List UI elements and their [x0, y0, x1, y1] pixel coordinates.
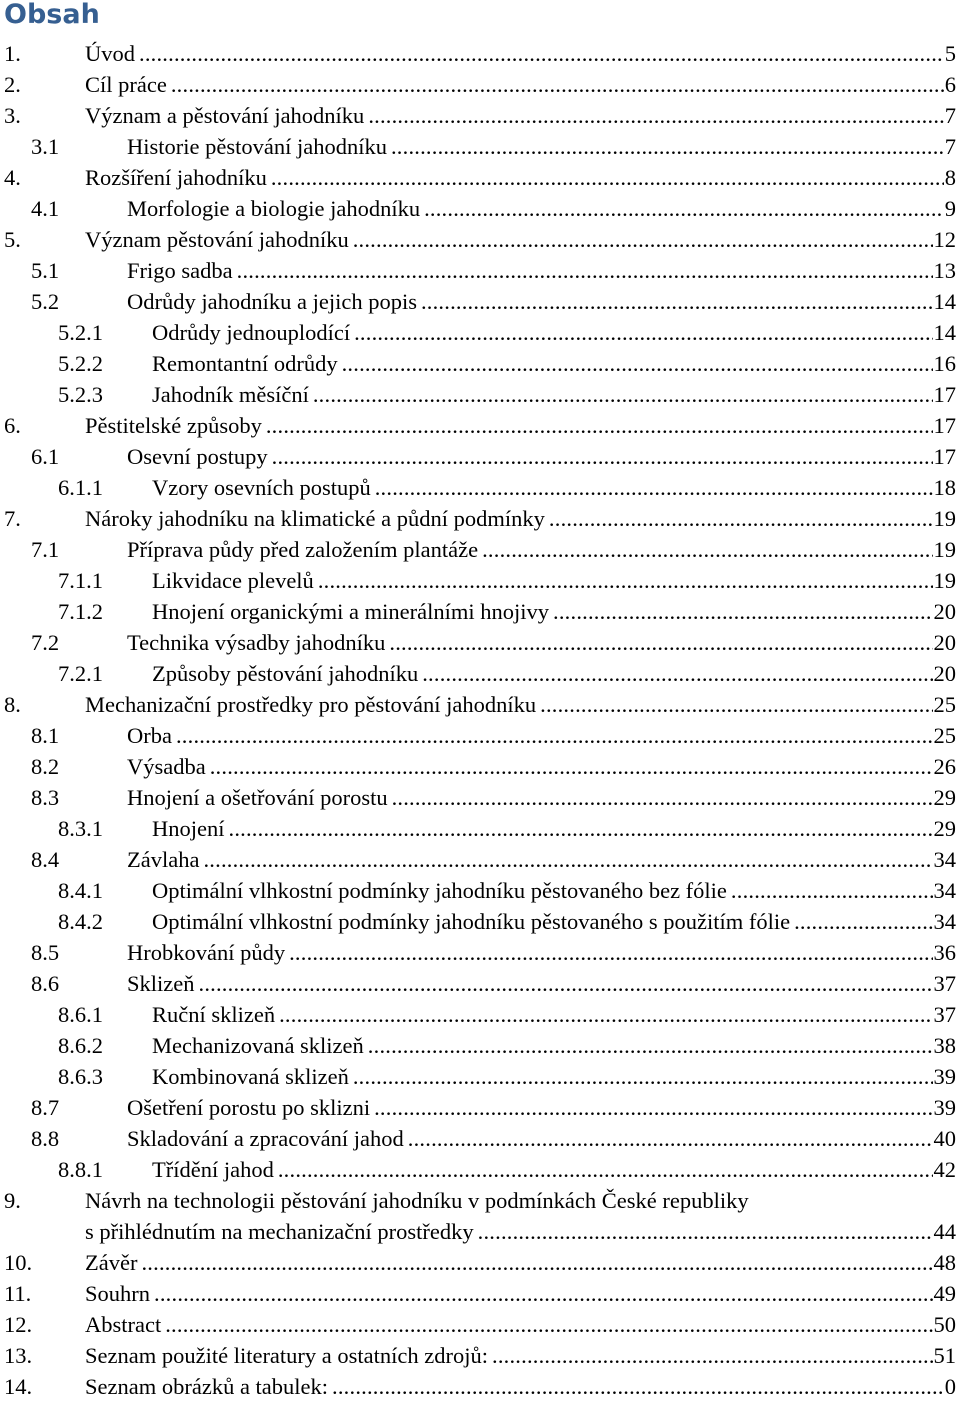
toc-entry[interactable]	[0, 410, 960, 441]
toc-entry-label: Pěstitelské způsoby	[85, 413, 262, 438]
toc-entry-page-number: 7	[944, 103, 956, 128]
toc-entry-number: 7.1.1	[58, 568, 103, 593]
toc-entry-number: 5.2	[31, 289, 60, 314]
toc-entry-label: Hnojení	[152, 816, 225, 841]
toc-dot-leader	[229, 813, 933, 844]
toc-dot-leader	[492, 1340, 933, 1371]
toc-dot-leader	[549, 503, 933, 534]
toc-entry-page-number: 34	[933, 909, 956, 934]
toc-entry[interactable]	[0, 348, 960, 379]
toc-entry-label: Závlaha	[127, 847, 200, 872]
toc-entry[interactable]	[0, 844, 960, 875]
toc-entry-label: Hnojení a ošetřování porostu	[127, 785, 388, 810]
toc-entry-number: 5.2.1	[58, 320, 103, 345]
toc-dot-leader	[731, 875, 933, 906]
toc-entry-page-number: 13	[933, 258, 956, 283]
toc-dot-leader	[540, 689, 932, 720]
toc-entry-number: 4.1	[31, 196, 60, 221]
toc-entry-number: 14.	[4, 1374, 33, 1399]
toc-entry[interactable]	[0, 100, 960, 131]
toc-entry[interactable]	[0, 1340, 960, 1371]
toc-entry-number: 8.6.3	[58, 1064, 103, 1089]
toc-entry[interactable]	[0, 813, 960, 844]
toc-dot-leader	[368, 100, 943, 131]
toc-entry-number: 6.	[4, 413, 21, 438]
toc-entry[interactable]	[0, 1061, 960, 1092]
toc-entry-page-number: 14	[933, 289, 956, 314]
toc-entry-label: Technika výsadby jahodníku	[127, 630, 386, 655]
toc-entry-page-number: 17	[933, 413, 956, 438]
toc-entry[interactable]	[0, 1092, 960, 1123]
toc-entry-page-number: 18	[933, 475, 956, 500]
toc-entry-page-number: 17	[933, 382, 956, 407]
toc-entry-label: Cíl práce	[85, 72, 167, 97]
toc-entry[interactable]	[0, 317, 960, 348]
toc-entry-label-continuation: s přihlédnutím na mechanizační prostředky	[85, 1219, 474, 1244]
toc-entry-label: Vzory osevních postupů	[152, 475, 371, 500]
toc-dot-leader	[154, 1278, 932, 1309]
toc-entry-label: Hnojení organickými a minerálními hnojivy	[152, 599, 550, 624]
toc-dot-leader	[203, 844, 932, 875]
toc-entry[interactable]	[0, 503, 960, 534]
toc-entry-page-number: 39	[933, 1095, 956, 1120]
toc-entry-label: Sklizeň	[127, 971, 195, 996]
toc-entry-page-number: 19	[933, 506, 956, 531]
toc-dot-leader	[353, 1061, 933, 1092]
toc-entry-label: Příprava půdy před založením plantáže	[127, 537, 479, 562]
toc-entry-page-number: 20	[933, 630, 956, 655]
toc-entry-page-number: 8	[944, 165, 956, 190]
toc-entry-page-number: 19	[933, 537, 956, 562]
toc-entry[interactable]	[0, 1154, 960, 1185]
toc-entry-page-number: 42	[933, 1157, 956, 1182]
toc-entry-number: 8.8.1	[58, 1157, 103, 1182]
toc-entry-number: 10.	[4, 1250, 33, 1275]
toc-entry-page-number: 49	[933, 1281, 956, 1306]
toc-entry-page-number: 17	[933, 444, 956, 469]
toc-entry-page-number: 39	[933, 1064, 956, 1089]
toc-entry-page-number: 12	[933, 227, 956, 252]
toc-dot-leader	[342, 348, 933, 379]
toc-entry-label: Historie pěstování jahodníku	[127, 134, 387, 159]
toc-entry-label: Způsoby pěstování jahodníku	[152, 661, 419, 686]
toc-entry-number: 8.6.1	[58, 1002, 103, 1027]
toc-entry-label: Závěr	[85, 1250, 138, 1275]
toc-entry-number: 7.2.1	[58, 661, 103, 686]
toc-entry-number: 2.	[4, 72, 21, 97]
toc-dot-leader	[318, 565, 933, 596]
toc-entry-number: 4.	[4, 165, 21, 190]
toc-entry-label: Výsadba	[127, 754, 206, 779]
toc-entry-number: 5.2.2	[58, 351, 103, 376]
toc-entry-number: 7.1	[31, 537, 60, 562]
toc-dot-leader	[391, 131, 944, 162]
toc-entry-label: Úvod	[85, 41, 135, 66]
toc-entry[interactable]	[0, 658, 960, 689]
toc-entry-page-number: 14	[933, 320, 956, 345]
toc-entry-number: 6.1.1	[58, 475, 103, 500]
toc-entry-page-number: 36	[933, 940, 956, 965]
toc-dot-leader	[313, 379, 933, 410]
toc-entry-page-number: 50	[933, 1312, 956, 1337]
toc-entry-label: Třídění jahod	[152, 1157, 274, 1182]
toc-entry[interactable]	[0, 1371, 960, 1402]
toc-entry-label: Orba	[127, 723, 172, 748]
toc-entry[interactable]	[0, 999, 960, 1030]
toc-entry-number: 8.5	[31, 940, 60, 965]
toc-entry-number: 6.1	[31, 444, 60, 469]
toc-entry-label: Skladování a zpracování jahod	[127, 1126, 404, 1151]
toc-dot-leader	[278, 1154, 933, 1185]
toc-entry-label: Význam pěstování jahodníku	[85, 227, 349, 252]
toc-entry-page-number: 29	[933, 816, 956, 841]
toc-entry-page-number: 25	[933, 723, 956, 748]
toc-entry-number: 11.	[4, 1281, 32, 1306]
toc-dot-leader	[368, 1030, 933, 1061]
toc-entry[interactable]	[0, 441, 960, 472]
toc-entry-label: Odrůdy jahodníku a jejich popis	[127, 289, 417, 314]
toc-entry-number: 3.1	[31, 134, 60, 159]
toc-dot-leader	[165, 1309, 932, 1340]
toc-dot-leader	[389, 627, 932, 658]
toc-entry[interactable]	[0, 286, 960, 317]
toc-entry[interactable]	[0, 782, 960, 813]
toc-entry-number: 8.	[4, 692, 21, 717]
toc-entry-label: Kombinovaná sklizeň	[152, 1064, 349, 1089]
toc-entry-label: Rozšíření jahodníku	[85, 165, 267, 190]
toc-entry-number: 8.6	[31, 971, 60, 996]
toc-entry-number: 7.2	[31, 630, 60, 655]
toc-entry[interactable]	[0, 968, 960, 999]
toc-dot-leader	[141, 1247, 932, 1278]
toc-entry-label: Frigo sadba	[127, 258, 233, 283]
toc-entry-number: 9.	[4, 1188, 21, 1213]
toc-entry-number: 5.1	[31, 258, 60, 283]
toc-title: Obsah	[4, 0, 100, 30]
toc-entry-page-number: 20	[933, 599, 956, 624]
toc-entry-page-number: 7	[944, 134, 956, 159]
toc-entry[interactable]	[0, 565, 960, 596]
toc-entry[interactable]	[0, 596, 960, 627]
toc-dot-leader	[375, 472, 933, 503]
toc-dot-leader	[422, 658, 932, 689]
toc-dot-leader	[171, 69, 944, 100]
toc-entry[interactable]	[0, 1247, 960, 1278]
toc-entry-number: 8.6.2	[58, 1033, 103, 1058]
toc-entry-page-number: 19	[933, 568, 956, 593]
toc-entry-page-number: 9	[944, 196, 956, 221]
table-of-contents	[0, 38, 960, 1402]
toc-dot-leader	[289, 937, 932, 968]
toc-entry-page-number: 29	[933, 785, 956, 810]
toc-entry-page-number: 38	[933, 1033, 956, 1058]
toc-entry-label: Mechanizační prostředky pro pěstování jahodníku	[85, 692, 537, 717]
toc-dot-leader	[424, 193, 944, 224]
toc-entry-page-number: 44	[933, 1219, 956, 1244]
toc-entry[interactable]	[0, 379, 960, 410]
toc-entry-label: Likvidace plevelů	[152, 568, 314, 593]
toc-entry-page-number: 34	[933, 878, 956, 903]
toc-dot-leader	[139, 38, 944, 69]
toc-dot-leader	[408, 1123, 933, 1154]
toc-entry-page-number: 6	[944, 72, 956, 97]
toc-entry[interactable]	[0, 627, 960, 658]
toc-entry-number: 7.1.2	[58, 599, 103, 624]
toc-entry-label: Jahodník měsíční	[152, 382, 309, 407]
toc-entry-label: Mechanizovaná sklizeň	[152, 1033, 364, 1058]
toc-entry[interactable]	[0, 131, 960, 162]
toc-entry-label: Souhrn	[85, 1281, 151, 1306]
toc-entry-label: Abstract	[85, 1312, 162, 1337]
toc-entry-number: 8.4.1	[58, 878, 103, 903]
toc-entry[interactable]	[0, 1123, 960, 1154]
toc-dot-leader	[482, 534, 932, 565]
toc-entry-label: Morfologie a biologie jahodníku	[127, 196, 421, 221]
toc-dot-leader	[279, 999, 932, 1030]
toc-entry[interactable]	[0, 875, 960, 906]
toc-entry-label: Nároky jahodníku na klimatické a půdní podmínky	[85, 506, 545, 531]
toc-entry[interactable]	[0, 689, 960, 720]
toc-dot-leader	[237, 255, 933, 286]
toc-entry-number: 8.7	[31, 1095, 60, 1120]
toc-entry[interactable]	[0, 906, 960, 937]
toc-entry-label: Význam a pěstování jahodníku	[85, 103, 365, 128]
toc-entry-number: 13.	[4, 1343, 33, 1368]
toc-entry[interactable]	[0, 224, 960, 255]
toc-dot-leader	[478, 1216, 933, 1247]
toc-dot-leader	[176, 720, 933, 751]
toc-entry[interactable]	[0, 1309, 960, 1340]
toc-entry-page-number: 48	[933, 1250, 956, 1275]
toc-entry-label: Seznam použité literatury a ostatních zdrojů:	[85, 1343, 488, 1368]
toc-entry[interactable]	[0, 1278, 960, 1309]
toc-entry-label: Osevní postupy	[127, 444, 268, 469]
toc-entry-page-number: 25	[933, 692, 956, 717]
toc-entry-page-number: 20	[933, 661, 956, 686]
toc-entry-number: 12.	[4, 1312, 33, 1337]
toc-dot-leader	[353, 224, 933, 255]
toc-dot-leader	[199, 968, 933, 999]
toc-entry-number: 8.3	[31, 785, 60, 810]
toc-entry-number: 3.	[4, 103, 21, 128]
toc-entry-page-number: 0	[944, 1374, 956, 1399]
toc-dot-leader	[266, 410, 933, 441]
toc-entry-number: 8.8	[31, 1126, 60, 1151]
toc-entry[interactable]	[0, 1185, 960, 1247]
toc-dot-leader	[354, 317, 932, 348]
toc-dot-leader	[553, 596, 932, 627]
toc-entry-number: 8.3.1	[58, 816, 103, 841]
toc-entry-label: Ruční sklizeň	[152, 1002, 276, 1027]
toc-entry[interactable]	[0, 472, 960, 503]
toc-entry[interactable]	[0, 751, 960, 782]
toc-entry-page-number: 16	[933, 351, 956, 376]
toc-dot-leader	[421, 286, 933, 317]
toc-entry-number: 7.	[4, 506, 21, 531]
toc-dot-leader	[271, 162, 944, 193]
toc-entry-label: Remontantní odrůdy	[152, 351, 338, 376]
toc-dot-leader	[332, 1371, 944, 1402]
toc-entry-label: Seznam obrázků a tabulek:	[85, 1374, 329, 1399]
toc-entry-label: Optimální vlhkostní podmínky jahodníku pěstovaného s použitím fólie	[152, 909, 791, 934]
toc-entry[interactable]	[0, 1030, 960, 1061]
toc-dot-leader	[794, 906, 932, 937]
toc-entry[interactable]	[0, 193, 960, 224]
toc-entry[interactable]	[0, 534, 960, 565]
toc-entry-page-number: 26	[933, 754, 956, 779]
toc-entry[interactable]	[0, 937, 960, 968]
toc-entry-number: 8.1	[31, 723, 60, 748]
toc-dot-leader	[272, 441, 933, 472]
toc-entry-page-number: 51	[933, 1343, 956, 1368]
toc-entry-page-number: 34	[933, 847, 956, 872]
toc-dot-leader	[210, 751, 933, 782]
toc-entry[interactable]	[0, 720, 960, 751]
toc-entry[interactable]	[0, 162, 960, 193]
toc-entry[interactable]	[0, 69, 960, 100]
toc-dot-leader	[392, 782, 933, 813]
toc-entry-number: 8.4	[31, 847, 60, 872]
toc-entry-number: 8.2	[31, 754, 60, 779]
toc-entry-number: 8.4.2	[58, 909, 103, 934]
toc-entry-label: Odrůdy jednouplodící	[152, 320, 351, 345]
toc-entry[interactable]	[0, 255, 960, 286]
toc-entry-label: Návrh na technologii pěstování jahodníku v podmínkách České republiky	[85, 1188, 749, 1213]
toc-dot-leader	[374, 1092, 932, 1123]
toc-entry[interactable]	[0, 38, 960, 69]
toc-entry-label: Ošetření porostu po sklizni	[127, 1095, 371, 1120]
toc-entry-label: Optimální vlhkostní podmínky jahodníku pěstovaného bez fólie	[152, 878, 727, 903]
toc-entry-number: 5.2.3	[58, 382, 103, 407]
toc-entry-label: Hrobkování půdy	[127, 940, 286, 965]
toc-entry-page-number: 40	[933, 1126, 956, 1151]
toc-entry-number: 1.	[4, 41, 21, 66]
toc-entry-page-number: 37	[933, 1002, 956, 1027]
toc-entry-page-number: 5	[944, 41, 956, 66]
toc-entry-page-number: 37	[933, 971, 956, 996]
toc-entry-number: 5.	[4, 227, 21, 252]
